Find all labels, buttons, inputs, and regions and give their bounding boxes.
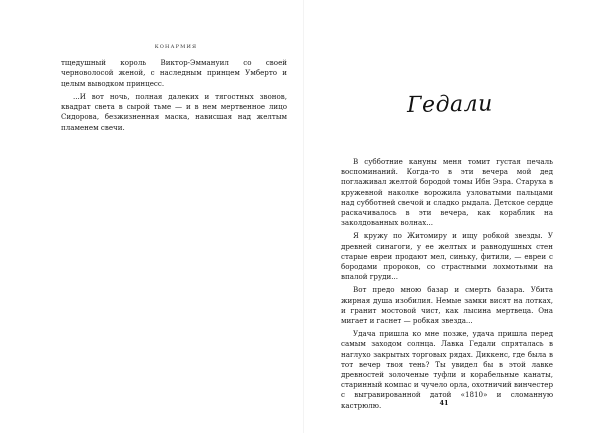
- right-paragraph: Удача пришла ко мне позже, удача пришла перед самым заходом солнца. Лавка Гедали спряталась в наглухо закрытых торговых рядах. Диккенс, где была в тот вечер твоя тень? Ты увидел бы в этой лавке древностей золоченые туфли и корабельные канаты, старинный компас и чучело орла, охотничий винчестер с выгравированной датой «1810» и сломанную кастрюлю.: [341, 329, 554, 410]
- page-number: 41: [439, 399, 449, 407]
- left-page-text: [61, 58, 287, 136]
- left-paragraph: ...И вот ночь, полная далеких и тягостных звонов, квадрат света в сырой тьме — и в нем мертвенное лицо Сидорова, безжизненная маска, нависшая над желтым пламенем свечи.: [61, 91, 287, 132]
- page-gutter: [303, 0, 304, 433]
- right-paragraph: В субботние кануны меня томит густая печаль воспоминаний. Когда-то в эти вечера мой дед поглаживал желтой бородой томы Ибн Эзра. Старуха в кружевной наколке ворожила узловатыми пальцами над субботней свечой и сладко рыдала. Детское сердце раскачивалось в эти вечера, как кораблик на заколдованных волнах...: [341, 157, 553, 228]
- right-paragraph: Вот предо мною базар и смерть базара. Убита жирная душа изобилия. Немые замки висят на лотках, и гранит мостовой чист, как лысина мертвеца. Она мигает и гаснет — робкая звезда...: [341, 285, 553, 326]
- chapter-title: Гедали: [406, 91, 494, 119]
- right-paragraph: Я кружу по Житомиру и ищу робкой звезды. У древней синагоги, у ее желтых и равнодушных стен старые евреи продают мел, синьку, фитили, — евреи с бородами пророков, со страстными лохмотьями на впалой груди...: [341, 231, 553, 282]
- running-head: КОНАРМИЯ: [154, 44, 198, 50]
- right-page-text: [341, 157, 553, 414]
- left-paragraph: тщедушный король Виктор-Эммануил со своей черноволосой женой, с наследным принцем Умберто и целым выводком принцесс.: [61, 58, 287, 88]
